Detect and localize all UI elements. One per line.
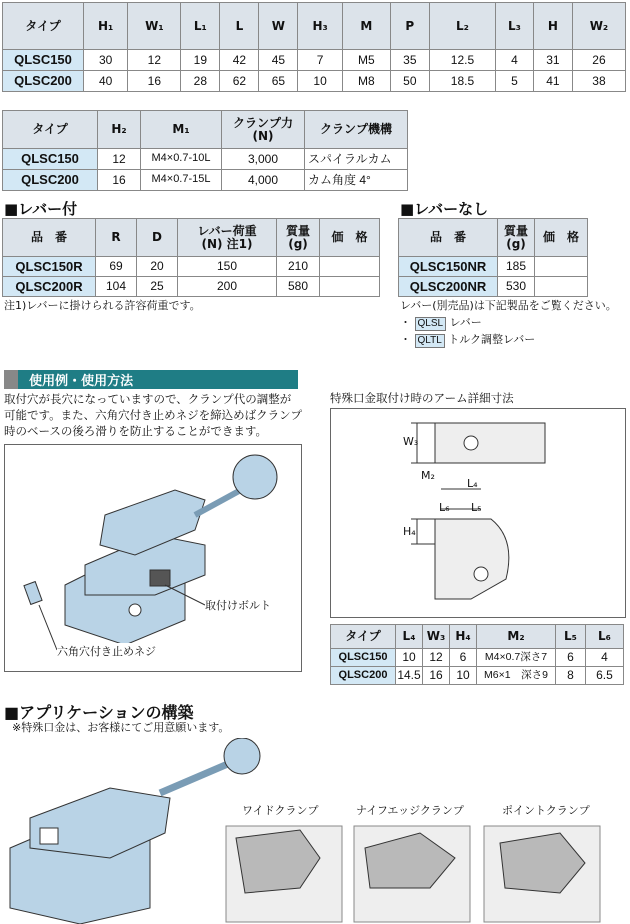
product-code-link[interactable]: QLTL [415,334,445,348]
table-header-cell: W₃ [423,625,450,649]
table-cell: 12 [423,649,450,667]
table-cell: 6 [556,649,586,667]
lever-without-title: ■レバーなし [400,200,489,218]
table-cell: M6×1 深さ9 [477,667,556,685]
table-cell: 5 [496,71,534,92]
table-header-cell: L₃ [496,3,534,50]
table-cell: 30 [84,50,128,71]
spec-table-1-header [3,3,626,50]
table-header-cell: タイプ [3,3,84,50]
table-header-cell: M [342,3,390,50]
table-header-cell: H [533,3,572,50]
table-header-cell: H₄ [450,625,477,649]
type-cell: QLSC150NR [399,257,498,277]
table-cell: 16 [128,71,181,92]
table-header-cell: L₂ [429,3,495,50]
table-header-cell: L [220,3,259,50]
dim-l6: L₆ [439,501,450,514]
set-screw-label: 六角穴付き止めネジ [57,645,156,658]
bullet: ・ [400,333,411,346]
table-cell [320,257,380,277]
table-header-cell: L₅ [556,625,586,649]
table-header-cell: M₁ [141,111,222,149]
item-label: レバー [449,316,482,329]
item-label: トルク調整レバー [448,333,536,346]
clamp-label-point: ポイントクランプ [502,804,590,817]
type-cell: QLSC200 [3,170,98,191]
table-cell: 40 [84,71,128,92]
lever-item-qltl[interactable] [400,332,535,348]
spec-table-1 [2,2,626,92]
table-cell: 10 [396,649,423,667]
table-cell: 4 [585,649,623,667]
table-cell: M4×0.7-15L [141,170,222,191]
table-header-cell: 質量 (g) [277,219,320,257]
table-header-cell: 品 番 [3,219,96,257]
table-cell: 210 [277,257,320,277]
table-cell: 3,000 [222,149,305,170]
type-cell: QLSC150 [3,149,98,170]
arm-detail-title: 特殊口金取付け時のアーム詳細寸法 [330,391,514,405]
arm-detail-frame [330,408,626,618]
table-cell: カム角度 4° [305,170,408,191]
table-header-cell: W₁ [128,3,181,50]
table-cell: M5 [342,50,390,71]
table-header-cell: L₁ [181,3,220,50]
application-illustration [0,738,630,924]
table-cell [535,257,588,277]
table-cell: スパイラルカム [305,149,408,170]
table-header-cell: P [390,3,429,50]
type-cell: QLSC150 [331,649,396,667]
table-cell: 16 [98,170,141,191]
table-cell: 6 [450,649,477,667]
table-cell: 10 [450,667,477,685]
table-cell: 42 [220,50,259,71]
table-cell: 185 [498,257,535,277]
table-cell: 26 [572,50,625,71]
clamp-label-knife-edge: ナイフエッジクランプ [356,804,464,817]
dim-l5: L₅ [471,501,482,514]
product-code-link[interactable]: QLSL [415,317,447,331]
clamp-label-wide: ワイドクランプ [242,804,319,817]
table-cell: 25 [137,277,178,297]
dim-l4: L₄ [467,477,478,490]
table-cell: 62 [220,71,259,92]
usage-text-line: 可能です。また、六角穴付き止めネジを締込めばクランプ [4,408,303,422]
table-cell: 50 [390,71,429,92]
lever-with-table [2,218,380,297]
lever-sold-separately-note: レバー(別売品)は下記製品をご覧ください。 [400,299,617,312]
table-cell: 69 [96,257,137,277]
table-cell: 10 [298,71,342,92]
table-header-cell: クランプ機構 [305,111,408,149]
usage-illustration-frame [4,444,302,672]
type-cell: QLSC200NR [399,277,498,297]
table-cell: 530 [498,277,535,297]
application-title: ■アプリケーションの構築 [4,703,194,722]
usage-text-line: 取付穴が長穴になっていますので、クランプ代の調整が [4,392,292,406]
application-note: ※特殊口金は、お客様にてご用意願います。 [12,721,230,734]
table-cell: 6.5 [585,667,623,685]
type-cell: QLSC200 [3,71,84,92]
table-row [331,649,624,667]
table-cell: 20 [137,257,178,277]
table-header-cell: 価 格 [320,219,380,257]
table-header-cell: H₃ [298,3,342,50]
table-header-cell: M₂ [477,625,556,649]
table-cell: 7 [298,50,342,71]
table-row [3,50,626,71]
table-header-cell: H₂ [98,111,141,149]
table-cell: M4×0.7深さ7 [477,649,556,667]
table-cell [535,277,588,297]
table-row [3,71,626,92]
table-row [331,667,624,685]
spec-table-2 [2,110,408,191]
dim-m2: M₂ [421,469,435,482]
table-header-cell: レバー荷重 (N) 注1) [178,219,277,257]
table-header-cell: L₄ [396,625,423,649]
table-cell: 12 [128,50,181,71]
table-header-cell: D [137,219,178,257]
table-cell: 104 [96,277,137,297]
table-cell: 16 [423,667,450,685]
table-cell: 12.5 [429,50,495,71]
table-header-cell: 質量 (g) [498,219,535,257]
table-cell: M8 [342,71,390,92]
table-cell: 4,000 [222,170,305,191]
table-header-cell: W₂ [572,3,625,50]
arm-dimension-table [330,624,624,685]
table-row [3,170,408,191]
table-cell: 200 [178,277,277,297]
table-cell: 8 [556,667,586,685]
table-cell: 45 [259,50,298,71]
usage-title-bar [4,370,298,389]
table-cell: 18.5 [429,71,495,92]
table-cell: 14.5 [396,667,423,685]
lever-with-title: ■レバー付 [4,200,78,218]
table-cell: 12 [98,149,141,170]
lever-load-note: 注1)レバーに掛けられる許容荷重です。 [4,299,201,312]
table-cell [320,277,380,297]
table-header-cell: 品 番 [399,219,498,257]
table-cell: 4 [496,50,534,71]
table-cell: 19 [181,50,220,71]
table-header-cell: 価 格 [535,219,588,257]
table-cell: 150 [178,257,277,277]
table-cell: 35 [390,50,429,71]
table-row [3,277,380,297]
dim-h4: H₄ [403,525,416,538]
lever-item-qlsl[interactable] [400,315,482,331]
table-cell: 38 [572,71,625,92]
table-header-cell: H₁ [84,3,128,50]
type-cell: QLSC200R [3,277,96,297]
bullet: ・ [400,316,411,329]
table-cell: 580 [277,277,320,297]
type-cell: QLSC200 [331,667,396,685]
table-header-cell: R [96,219,137,257]
usage-title: 使用例・使用方法 [29,374,134,389]
table-header-cell: L₆ [585,625,623,649]
usage-title-marker [4,370,18,389]
clamp-usage-illustration [5,445,301,671]
table-row [3,257,380,277]
table-header-cell: タイプ [331,625,396,649]
table-cell: 41 [533,71,572,92]
table-header-cell: W [259,3,298,50]
table-cell: 31 [533,50,572,71]
table-header-cell: タイプ [3,111,98,149]
type-cell: QLSC150 [3,50,84,71]
table-row [399,277,588,297]
table-row [399,257,588,277]
table-header-cell: クランプ力 (N) [222,111,305,149]
dim-w3: W₃ [403,435,419,448]
table-cell: M4×0.7-10L [141,149,222,170]
table-row [3,149,408,170]
lever-without-table [398,218,588,297]
usage-text-line: 時のベースの後ろ滑りを防止することができます。 [4,424,268,438]
type-cell: QLSC150R [3,257,96,277]
table-cell: 65 [259,71,298,92]
mounting-bolt-label: 取付けボルト [205,599,271,612]
table-cell: 28 [181,71,220,92]
